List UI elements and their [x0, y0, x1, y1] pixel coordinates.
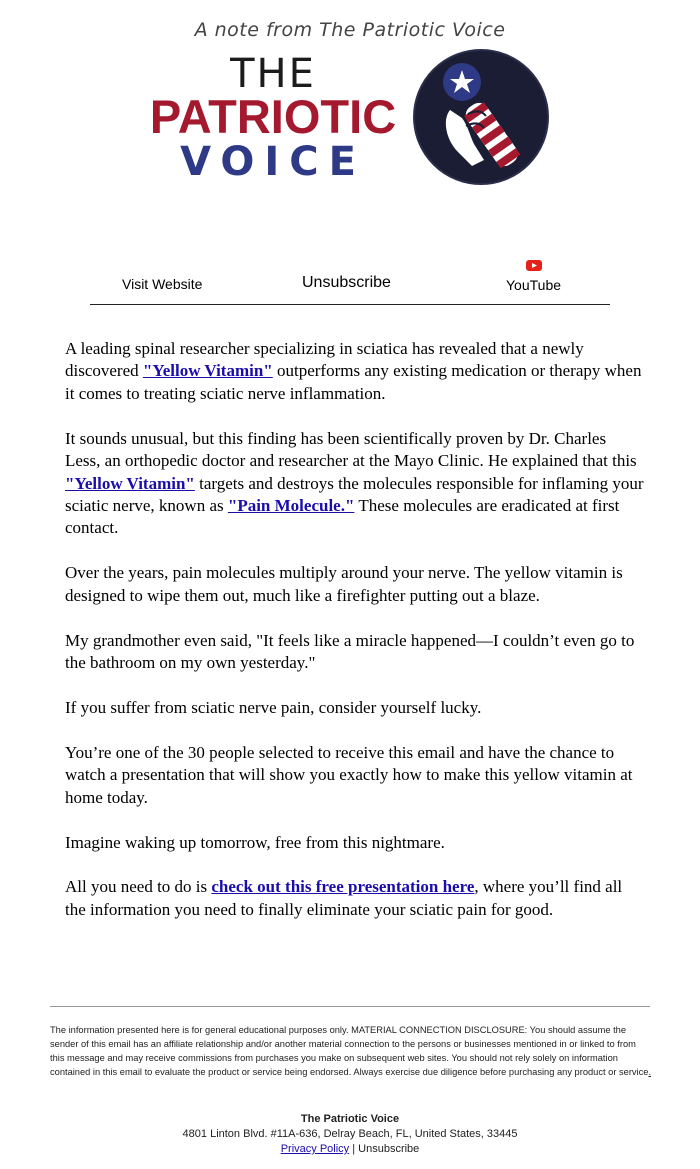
yellow-vitamin-link[interactable]: "Yellow Vitamin" — [142, 361, 273, 381]
footer-links: Privacy Policy | Unsubscribe — [280, 1143, 420, 1155]
unsubscribe-link[interactable]: Unsubscribe — [302, 274, 391, 291]
paragraph: If you suffer from sciatic nerve pain, consider yourself lucky. — [65, 697, 482, 717]
logo-line-voice: VOICE — [180, 139, 366, 185]
paragraph: Imagine waking up tomorrow, free from this nightmare. — [65, 832, 445, 852]
footer — [0, 1112, 700, 1157]
visit-website-link[interactable]: Visit Website — [122, 276, 203, 292]
paragraph: All you need to do is check out this free presentation here, where you’ll find all the information you need to finally eliminate your sciatic pain for good. — [65, 877, 623, 919]
brand-logo — [148, 51, 398, 185]
footer-unsubscribe-link[interactable]: Unsubscribe — [358, 1143, 420, 1155]
header-kicker: A note from The Patriotic Voice — [194, 19, 506, 41]
youtube-icon[interactable] — [526, 260, 542, 271]
logo-line-the: THE — [230, 51, 316, 97]
footer-company-name: The Patriotic Voice — [300, 1113, 400, 1125]
pain-molecule-link[interactable]: "Pain Molecule." — [227, 495, 355, 515]
microphone-emblem-icon — [412, 48, 550, 186]
email-body — [65, 338, 645, 944]
paragraph: My grandmother even said, "It feels like a miracle happened—I couldn’t even go to the bathroom on my own yesterday." — [65, 630, 635, 672]
paragraph: A leading spinal researcher specializing in sciatica has revealed that a newly discovered "Yellow Vitamin" outperforms any existing medication or therapy when it comes to treating sciatic nerve inflammation. — [65, 339, 642, 403]
free-presentation-link[interactable]: check out this free presentation here — [211, 877, 475, 897]
paragraph: It sounds unusual, but this finding has been scientifically proven by Dr. Charles Less, an orthopedic doctor and researcher at the Mayo Clinic. He explained that this "Yellow Vitamin" targets and destroys the molecules responsible for inflaming your sciatic nerve, known as "Pain Molecule." These molecules are eradicated at first contact. — [65, 428, 644, 538]
youtube-link[interactable]: YouTube — [506, 277, 562, 293]
privacy-policy-link[interactable]: Privacy Policy — [280, 1143, 350, 1155]
disclaimer-text: The information presented here is for general educational purposes only. MATERIAL CONNECTION DISCLOSURE: You should assume the sender of this email has an affiliate relationship and/or another material connection to the persons or businesses mentioned in or linked to from this message and may receive commissions from purchases you make on subsequent web sites. You should not rely solely on information contained in this email to evaluate the product or service being endorsed. Always exercise due diligence before purchasing any product or service. — [50, 1025, 652, 1077]
yellow-vitamin-link[interactable]: "Yellow Vitamin" — [65, 473, 195, 493]
top-nav — [90, 254, 610, 305]
footer-divider — [50, 1006, 650, 1007]
logo-line-patriotic: PATRIOTIC — [149, 90, 397, 143]
footer-address: 4801 Linton Blvd. #11A-636, Delray Beach, FL, United States, 33445 — [182, 1128, 518, 1140]
paragraph: Over the years, pain molecules multiply around your nerve. The yellow vitamin is designed to wipe them out, much like a firefighter putting out a blaze. — [65, 563, 623, 605]
paragraph: You’re one of the 30 people selected to receive this email and have the chance to watch a presentation that will show you exactly how to make this yellow vitamin at home today. — [65, 742, 633, 807]
